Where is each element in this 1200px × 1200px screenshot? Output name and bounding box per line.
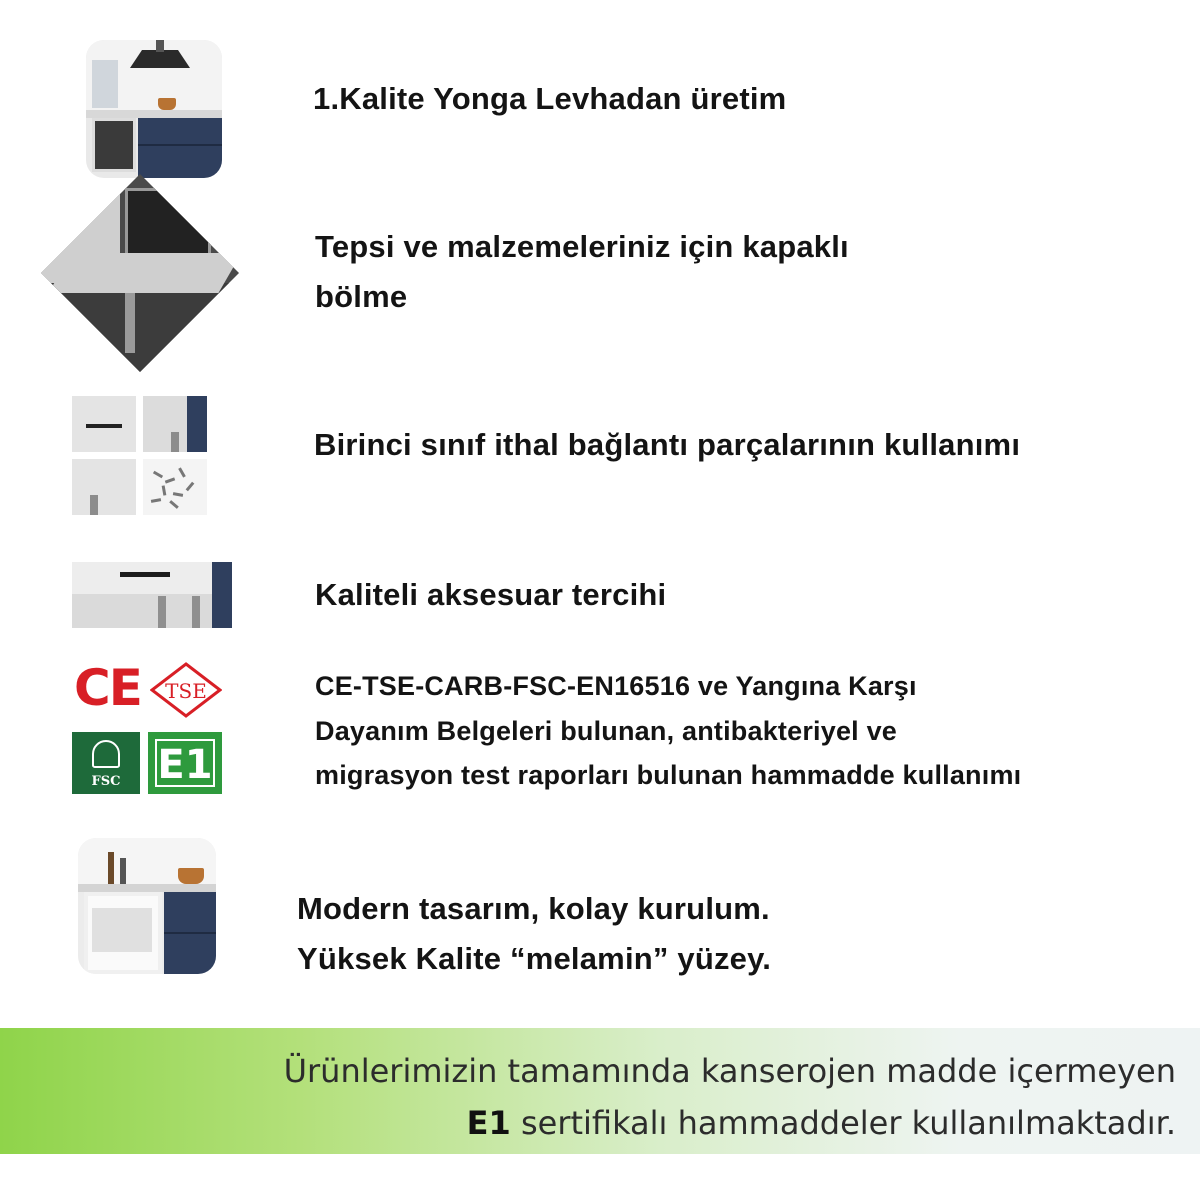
fsc-logo: FSC	[72, 732, 140, 794]
feature-5-text: CE-TSE-CARB-FSC-EN16516 ve Yangına Karşı Dayanım Belgeleri bulunan, antibakteriyel ve migrasyon test raporları bulunan hammadde kullanımı	[315, 671, 1022, 791]
tree-icon	[92, 740, 120, 768]
banner-line-2: E1 sertifikalı hammaddeler kullanılmaktadır.	[466, 1104, 1176, 1142]
e1-certification-banner	[0, 1028, 1200, 1154]
tse-logo-text: TSE	[165, 679, 207, 703]
banner-line-1: Ürünlerimizin tamamında kanserojen madde içermeyen	[283, 1052, 1176, 1090]
tray-compartment-photo	[41, 174, 239, 372]
feature-4-text: Kaliteli aksesuar tercihi	[315, 577, 667, 612]
ce-logo: CE	[74, 659, 141, 717]
oven-cabinet-photo	[78, 838, 216, 974]
feature-2-text: Tepsi ve malzemeleriniz için kapaklı bölme	[315, 229, 849, 314]
tse-logo	[150, 660, 222, 720]
kitchen-cabinet-photo	[86, 40, 222, 178]
feature-3-text: Birinci sınıf ithal bağlantı parçalarının kullanımı	[314, 427, 1021, 462]
drawer-handle-photo	[72, 562, 232, 628]
feature-6-text: Modern tasarım, kolay kurulum. Yüksek Kalite “melamin” yüzey.	[297, 891, 772, 976]
feature-1-text: 1.Kalite Yonga Levhadan üretim	[313, 81, 787, 116]
e1-logo: E1	[148, 732, 222, 794]
